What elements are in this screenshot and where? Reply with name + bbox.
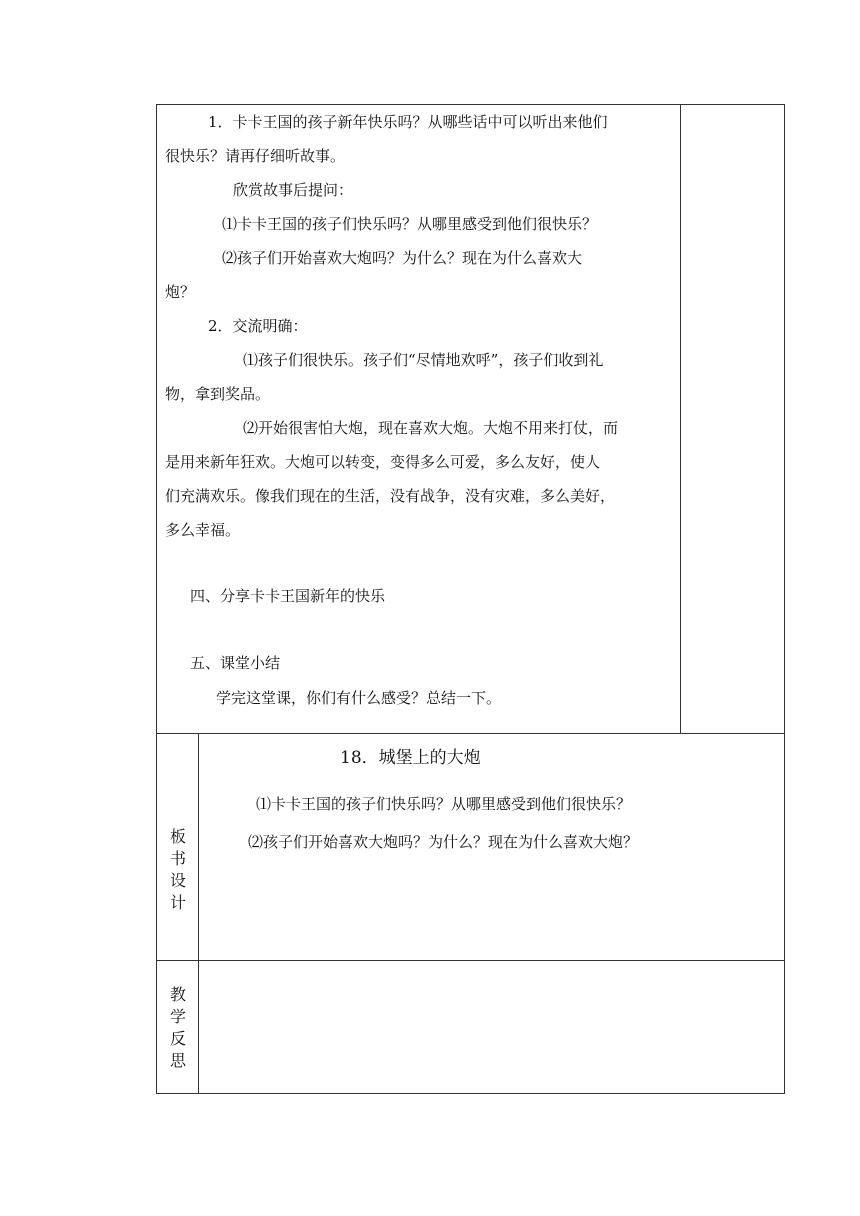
reflection-label-char-3: 反 [169, 1029, 186, 1048]
board-question-1: ⑴卡卡王国的孩子们快乐吗？从哪里感受到他们很快乐？ [256, 795, 632, 813]
board-question-2: ⑵孩子们开始喜欢大炮吗？为什么？现在为什么喜欢大炮？ [248, 833, 639, 851]
lesson-line-summary: 学完这堂课，你们有什么感受？总结一下。 [216, 689, 502, 707]
lesson-line-5: ⑵孩子们开始喜欢大炮吗？为什么？现在为什么喜欢大 [222, 249, 583, 267]
lesson-line-11: 是用来新年狂欢。大炮可以转变，变得多么可爱，多么友好，使人 [165, 453, 601, 471]
notes-column [680, 104, 785, 734]
lesson-line-10: ⑵开始很害怕大炮，现在喜欢大炮。大炮不用来打仗，而 [243, 419, 619, 437]
board-title: 18．城堡上的大炮 [340, 748, 481, 768]
section-heading-share: 四、分享卡卡王国新年的快乐 [190, 587, 386, 605]
reflection-content-cell [198, 960, 785, 1094]
lesson-line-2: 很快乐？请再仔细听故事。 [165, 147, 346, 165]
lesson-line-1: 1．卡卡王国的孩子新年快乐吗？从哪些话中可以听出来他们 [208, 113, 608, 131]
board-label-char-3: 设 [169, 871, 186, 890]
lesson-line-13: 多么幸福。 [165, 521, 241, 539]
lesson-line-7: 2．交流明确： [208, 317, 308, 335]
section-heading-summary: 五、课堂小结 [190, 654, 281, 672]
board-label-char-1: 板 [169, 827, 186, 846]
lesson-line-8: ⑴孩子们很快乐。孩子们“尽情地欢呼”，孩子们收到礼 [243, 351, 604, 369]
lesson-line-4: ⑴卡卡王国的孩子们快乐吗？从哪里感受到他们很快乐？ [222, 215, 598, 233]
lesson-line-9: 物，拿到奖品。 [165, 385, 271, 403]
reflection-label-char-4: 思 [169, 1051, 186, 1070]
lesson-line-3: 欣赏故事后提问： [233, 181, 354, 199]
board-label-char-4: 计 [169, 893, 186, 912]
board-label-char-2: 书 [169, 849, 186, 868]
reflection-label-char-1: 教 [169, 985, 186, 1004]
lesson-line-12: 们充满欢乐。像我们现在的生活，没有战争，没有灾难，多么美好， [165, 487, 616, 505]
lesson-line-6: 炮？ [165, 283, 196, 301]
reflection-label-char-2: 学 [169, 1007, 186, 1026]
